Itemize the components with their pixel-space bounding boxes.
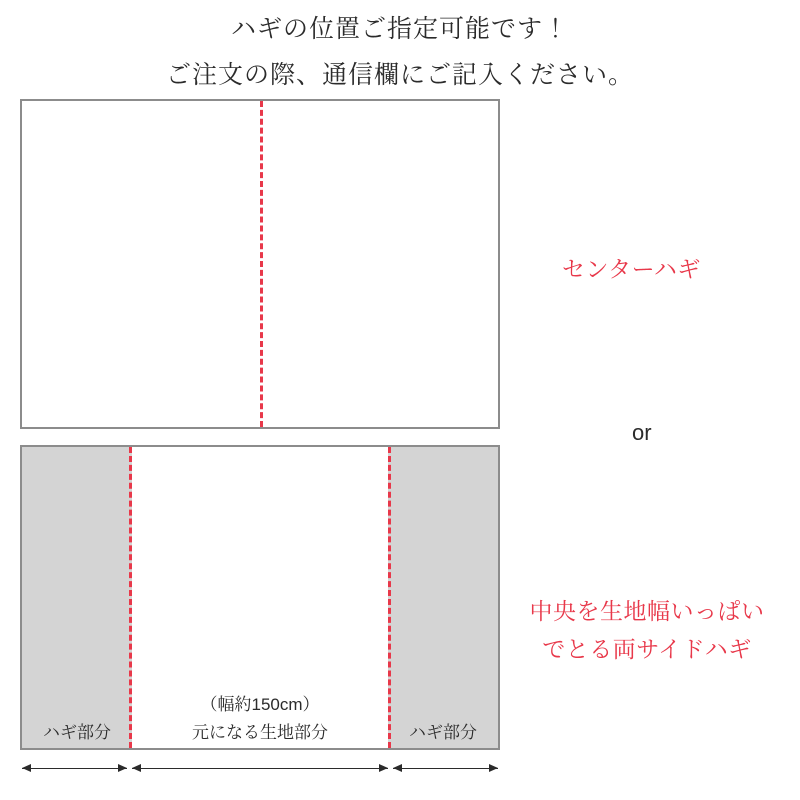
side-seam-caption-line-2: でとる両サイドハギ: [542, 636, 752, 662]
side-seam-diagram: [20, 445, 500, 750]
heading-line-1: ハギの位置ご指定可能です！: [230, 15, 569, 43]
headings: [0, 6, 800, 98]
center-seam-diagram: [20, 99, 500, 429]
center-seam-line: [260, 101, 263, 427]
right-hagi-dimension-arrow: [393, 768, 498, 769]
right-hagi-label: ハギ部分: [409, 723, 477, 742]
side-seam-caption: [512, 592, 782, 668]
left-hagi-dimension-arrow: [22, 768, 127, 769]
base-fabric-dimension-arrow: [132, 768, 388, 769]
base-fabric-label: 元になる生地部分: [192, 723, 328, 742]
or-separator: or: [632, 420, 652, 445]
fabric-width-label: （幅約150cm）: [200, 695, 320, 714]
heading-line-2: ご注文の際、通信欄にご記入ください。: [165, 61, 634, 89]
center-seam-caption: センターハギ: [562, 256, 701, 282]
dimension-arrows: [20, 760, 500, 782]
left-hagi-label: ハギ部分: [43, 723, 111, 742]
side-seam-caption-line-1: 中央を生地幅いっぱい: [529, 598, 765, 624]
